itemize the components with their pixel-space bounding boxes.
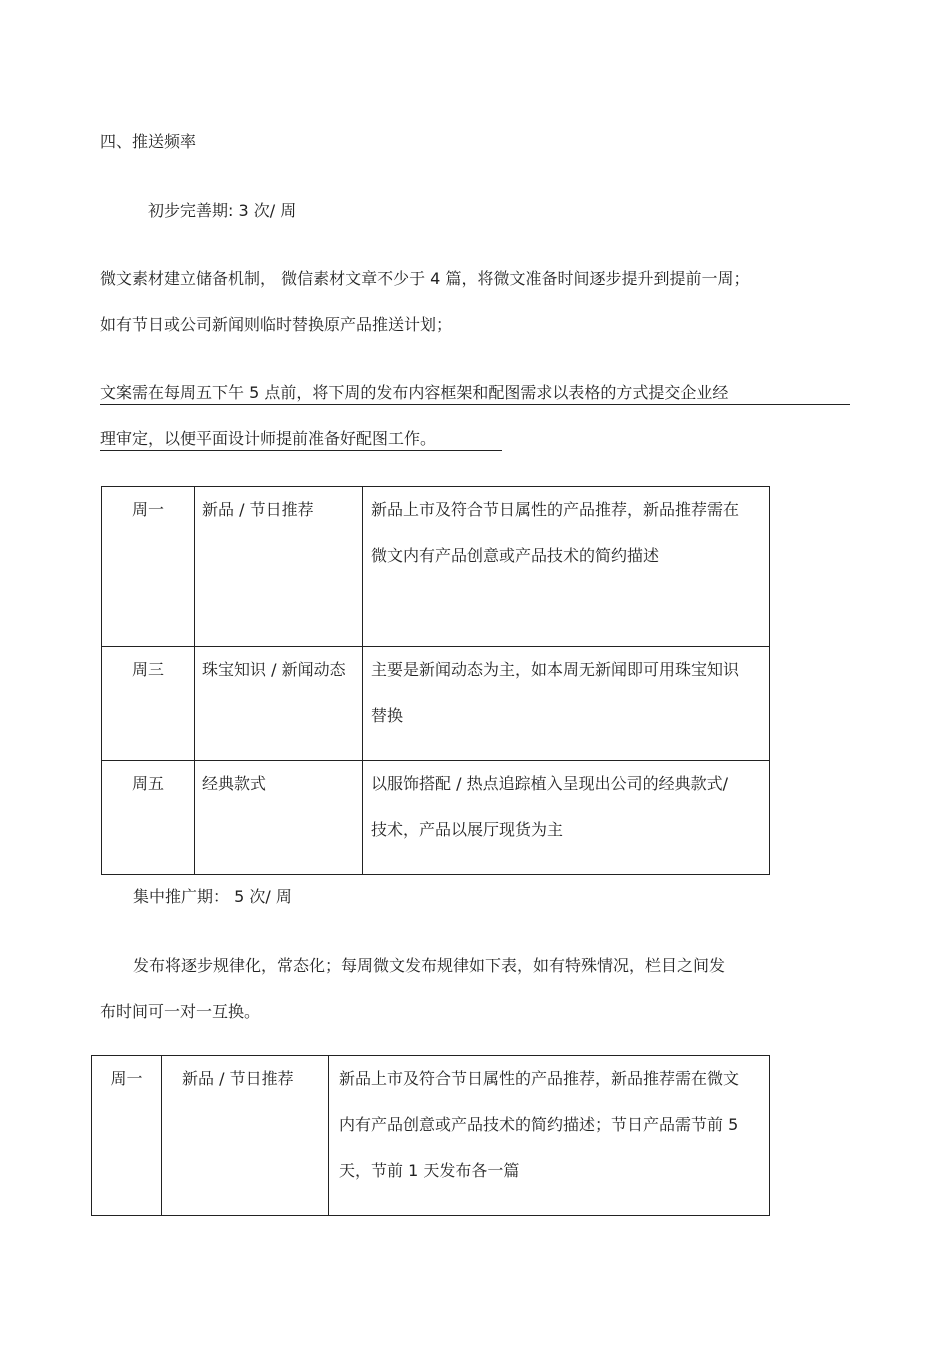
phase1-paragraph-2: 如有节日或公司新闻则临时替换原产品推送计划； <box>100 315 453 334</box>
table-row <box>102 647 770 761</box>
table-cell-day: 周一 <box>102 487 195 647</box>
table-cell-desc: 新品上市及符合节日属性的产品推荐，新品推荐需在微文内有产品创意或产品技术的简约描述；节日产品需节前 5 天，节前 1 天发布各一篇 <box>329 1056 770 1216</box>
table-cell-column: 新品 / 节日推荐 <box>162 1056 329 1216</box>
phase2-paragraph-line-1: 发布将逐步规律化，常态化；每周微文发布规律如下表，如有特殊情况，栏目之间发 <box>133 956 726 975</box>
table-cell-day: 周五 <box>102 761 195 875</box>
table-row <box>102 761 770 875</box>
phase1-note-line-2: 理审定，以便平面设计师提前准备好配图工作。 <box>100 429 437 448</box>
note-underline-1 <box>100 404 850 405</box>
table-row <box>102 487 770 647</box>
phase1-label: 初步完善期: 3 次/ 周 <box>148 201 297 220</box>
phase2-schedule-table <box>91 1055 770 1216</box>
table-cell-desc: 以服饰搭配 / 热点追踪植入呈现出公司的经典款式/ 技术，产品以展厅现货为主 <box>363 761 770 875</box>
table-cell-column: 经典款式 <box>195 761 363 875</box>
table-cell-desc: 新品上市及符合节日属性的产品推荐，新品推荐需在微文内有产品创意或产品技术的简约描述 <box>363 487 770 647</box>
phase1-paragraph-1: 微文素材建立储备机制， 微信素材文章不少于 4 篇，将微文准备时间逐步提升到提前一周； <box>100 269 750 288</box>
table-cell-column: 新品 / 节日推荐 <box>195 487 363 647</box>
phase1-schedule-table <box>101 486 770 875</box>
phase2-paragraph-line-2: 布时间可一对一互换。 <box>100 1002 261 1021</box>
table-row <box>92 1056 770 1216</box>
table-cell-column: 珠宝知识 / 新闻动态 <box>195 647 363 761</box>
table-cell-day: 周三 <box>102 647 195 761</box>
note-underline-2 <box>100 450 502 451</box>
table-cell-desc: 主要是新闻动态为主，如本周无新闻即可用珠宝知识替换 <box>363 647 770 761</box>
table-cell-day: 周一 <box>92 1056 162 1216</box>
phase1-note-line-1: 文案需在每周五下午 5 点前，将下周的发布内容框架和配图需求以表格的方式提交企业经 <box>100 383 729 402</box>
phase2-label: 集中推广期： 5 次/ 周 <box>133 887 292 906</box>
section-heading: 四、推送频率 <box>100 132 197 151</box>
